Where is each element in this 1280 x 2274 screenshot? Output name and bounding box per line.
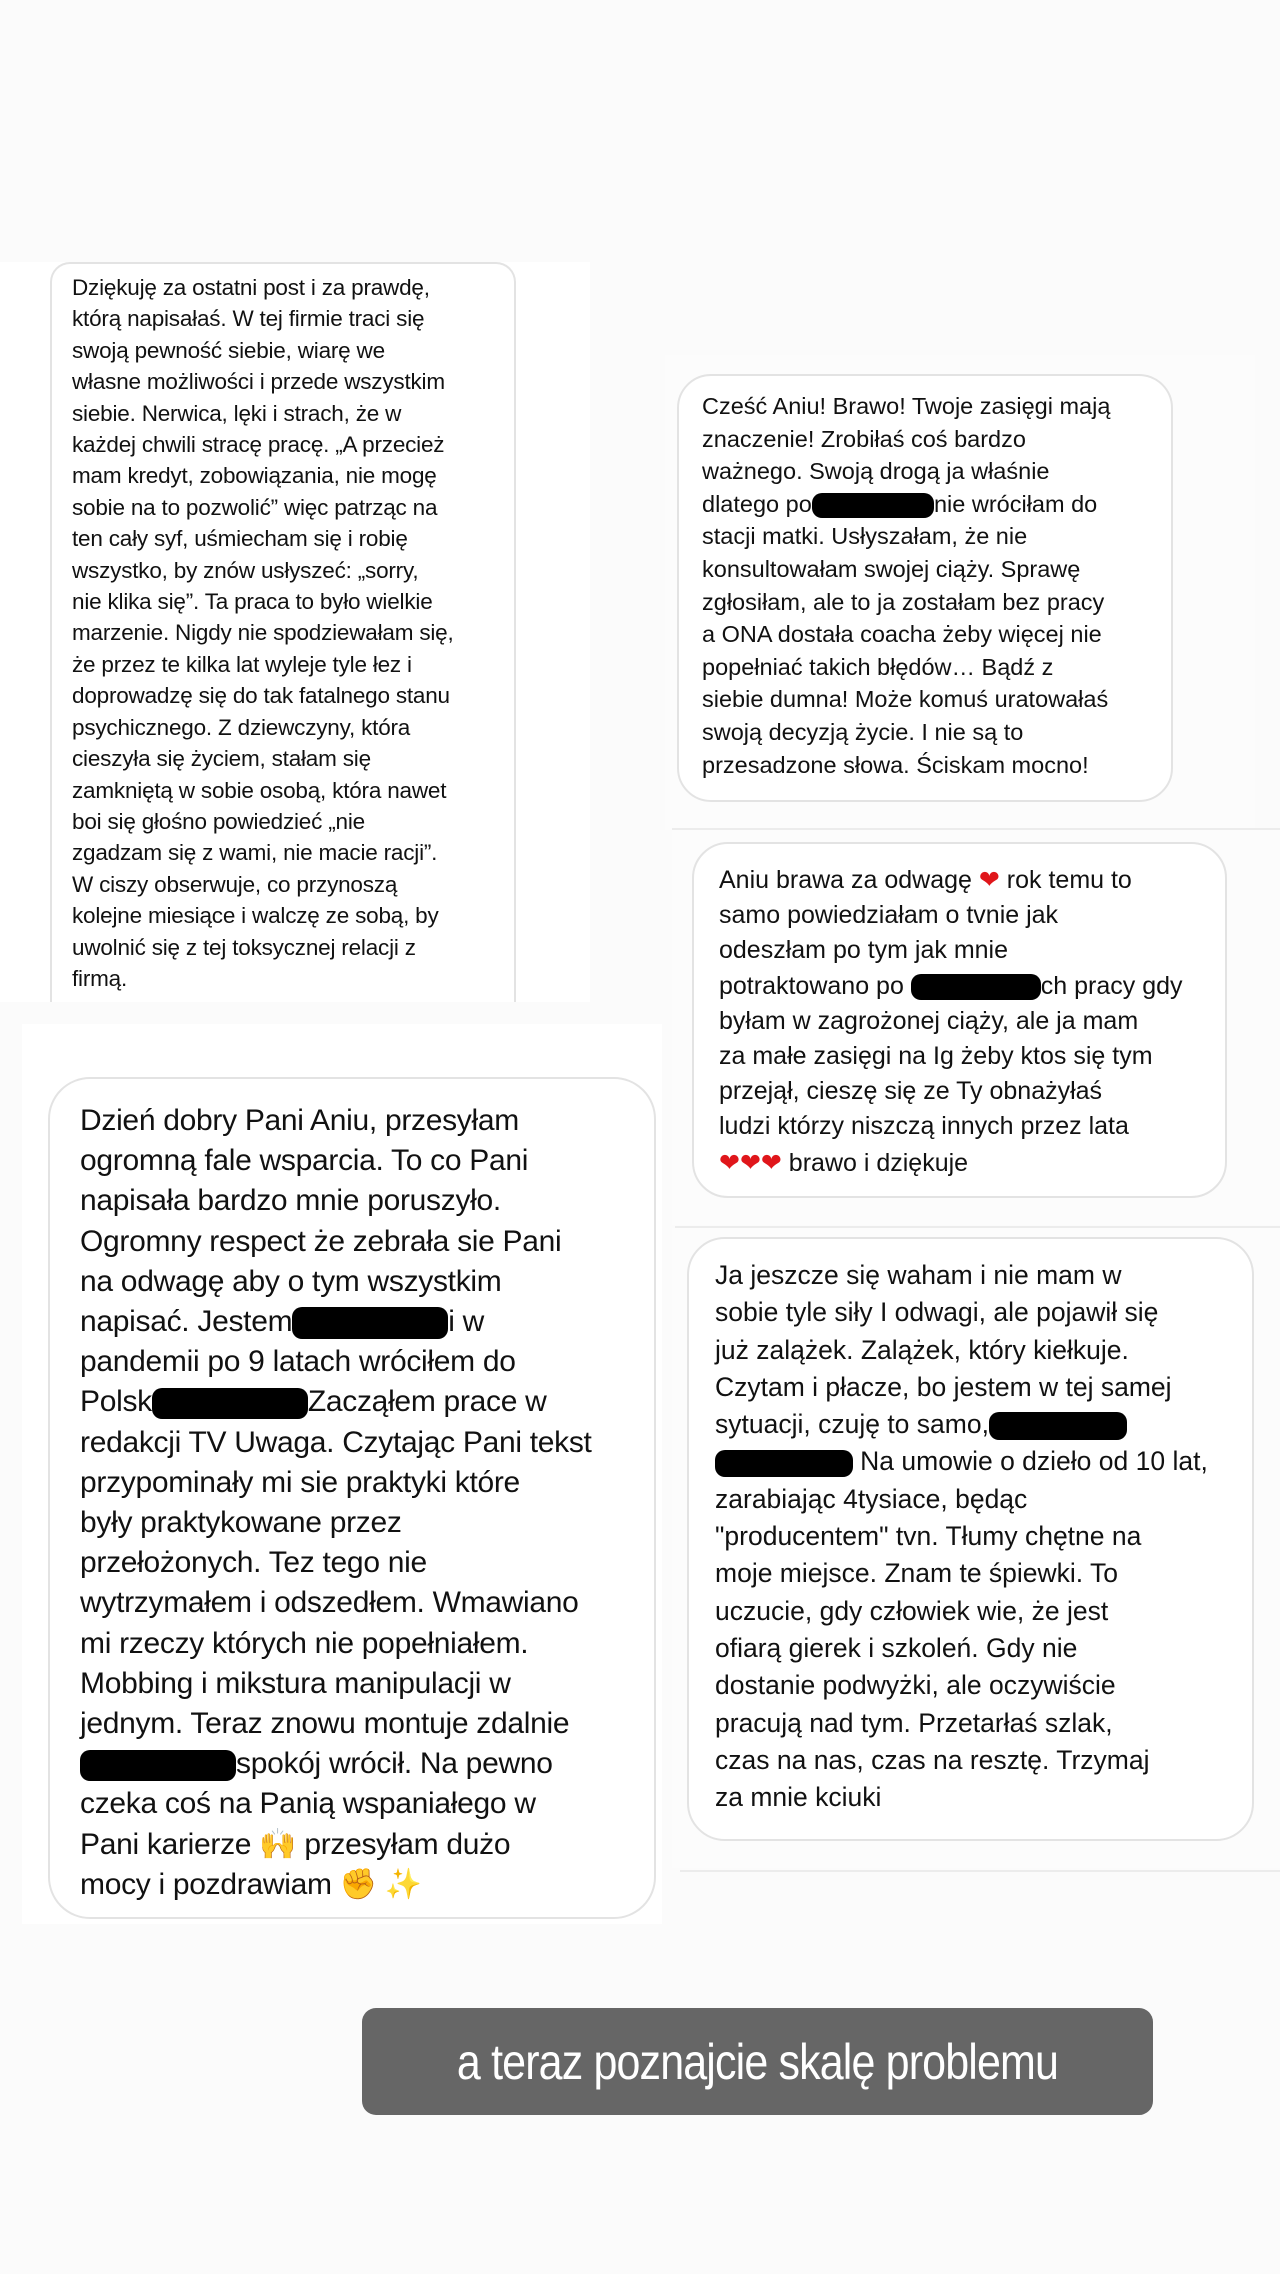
message-line: spokój wrócił. Na pewno (80, 1744, 650, 1784)
message-text (80, 1101, 650, 1905)
message-text (72, 272, 512, 994)
message-line: Mobbing i mikstura manipulacji w (80, 1666, 511, 1700)
message-line: Ja jeszcze się waham i nie mam w (715, 1260, 1122, 1290)
message-line: siebie dumna! Może komuś uratowałaś (702, 686, 1109, 713)
message-line: że przez te kilka lat wyleje tyle łez i (72, 651, 412, 677)
message-line: samo powiedziałam o tvnie jak (719, 901, 1059, 930)
message-line: pracują nad tym. Przetarłaś szlak, (715, 1707, 1113, 1738)
redaction-bar (911, 974, 1041, 1000)
message-line: uczucie, gdy człowiek wie, że jest (715, 1595, 1109, 1626)
message-line: zgadzam się z wami, nie macie racji”. (72, 840, 438, 866)
redaction-bar (292, 1307, 448, 1339)
message-line: psychicznego. Z dziewczyny, która (72, 714, 411, 740)
redaction-bar (715, 1450, 853, 1478)
raising-hands-icon: 🙌 (259, 1826, 297, 1862)
message-line: moje miejsce. Znam te śpiewki. To (715, 1558, 1119, 1589)
message-line: znaczenie! Zrobiłaś coś bardzo (702, 425, 1026, 452)
message-line: mi rzeczy których nie popełniałem. (80, 1626, 529, 1660)
message-line: Dzień dobry Pani Aniu, przesyłam (80, 1104, 519, 1137)
message-line: swoją decyzją życie. I nie są to (702, 718, 1024, 745)
message-line: Ogromny respect że zebrała sie Pani (80, 1224, 562, 1258)
caption-text: a teraz poznajcie skalę problemu (456, 2033, 1059, 2090)
message-bubble-right-middle (692, 842, 1227, 1198)
message-line: zarabiając 4tysiace, będąc (715, 1483, 1028, 1514)
message-line: Na umowie o dzieło od 10 lat, (715, 1443, 1250, 1480)
message-text (715, 1257, 1250, 1816)
message-line: potraktowano po ch pracy gdy (719, 971, 1183, 1000)
message-line: wszystko, by znów usłyszeć: „sorry, (72, 557, 419, 583)
message-line: już zalążek. Zalążek, który kiełkuje. (715, 1334, 1129, 1365)
divider (680, 1870, 1280, 1872)
red-heart-icon: ❤ (719, 1147, 740, 1177)
message-line: wytrzymałem i odszedłem. Wmawiano (80, 1586, 579, 1620)
message-line: napisać. Jestem i w (80, 1305, 485, 1339)
message-line: ❤❤❤ brawo i dziękuje (719, 1147, 969, 1177)
message-line: nie klika się”. Ta praca to było wielkie (72, 589, 433, 615)
message-line: pandemii po 9 latach wróciłem do (80, 1345, 516, 1379)
redaction-bar (989, 1412, 1127, 1440)
message-line: Dziękuję za ostatni post i za prawdę, (72, 275, 430, 300)
redaction-bar (152, 1388, 308, 1420)
message-line: każdej chwili stracę pracę. „A przecież (72, 432, 445, 458)
redaction-bar (812, 493, 934, 518)
message-line: Polsk Zacząłem prace w (80, 1385, 547, 1419)
message-line: były praktykowane przez (80, 1506, 402, 1540)
message-line: dlatego po nie wróciłam do (702, 490, 1098, 517)
message-line: za mnie kciuki (715, 1782, 882, 1813)
message-line: sobie tyle siły I odwagi, ale pojawił się (715, 1297, 1159, 1328)
message-bubble-right-bottom (687, 1237, 1254, 1841)
red-heart-icon: ❤ (978, 865, 1000, 894)
message-line: własne możliwości i przede wszystkim (72, 369, 445, 395)
message-line: przełożonych. Tez tego nie (80, 1546, 427, 1580)
message-line: cieszyła się życiem, stałam się (72, 746, 371, 772)
message-bubble-right-top (677, 374, 1173, 802)
message-line: ten cały syf, uśmiecham się i robię (72, 526, 408, 552)
message-line: ludzi którzy niszczą innych przez lata (719, 1112, 1129, 1141)
message-line: ważnego. Swoją drogą ja właśnie (702, 458, 1050, 485)
message-bubble-left-top (50, 262, 516, 1002)
message-line: czas na nas, czas na resztę. Trzymaj (715, 1744, 1150, 1775)
message-line: przesadzone słowa. Ściskam mocno! (702, 751, 1089, 778)
message-line: siebie. Nerwica, lęki i strach, że w (72, 400, 402, 426)
message-line: firmą. (72, 965, 128, 991)
message-line: W ciszy obserwuje, co przynoszą (72, 871, 398, 897)
message-line: sytuacji, czuję to samo, (715, 1406, 1250, 1443)
message-line: czeka coś na Panią wspaniałego w (80, 1787, 536, 1821)
message-line: marzenie. Nigdy nie spodziewałam się, (72, 620, 454, 646)
message-line: "producentem" tvn. Tłumy chętne na (715, 1521, 1142, 1552)
message-line: boi się głośno powiedzieć „nie (72, 808, 365, 834)
message-line: redakcji TV Uwaga. Czytając Pani tekst (80, 1425, 592, 1459)
message-text (719, 862, 1219, 1181)
message-bubble-left-bottom (48, 1077, 656, 1919)
message-line: przypominały mi sie praktyki które (80, 1465, 520, 1499)
red-heart-icon: ❤ (739, 1147, 761, 1177)
sparkles-icon: ✨ (384, 1866, 422, 1902)
message-line: Aniu brawa za odwagę ❤ rok temu to (719, 865, 1132, 894)
message-line: mam kredyt, zobowiązania, nie mogę (72, 463, 437, 489)
story-caption (362, 2008, 1153, 2115)
message-text (702, 390, 1172, 781)
message-line: przejął, cieszę się ze Ty obnażyłaś (719, 1077, 1103, 1106)
message-line: uwolnić się z tej toksycznej relacji z (72, 934, 416, 960)
message-line: na odwagę aby o tym wszystkim (80, 1264, 502, 1298)
message-line: Cześć Aniu! Brawo! Twoje zasięgi mają (702, 393, 1111, 419)
message-line: jednym. Teraz znowu montuje zdalnie (80, 1707, 570, 1741)
message-line: Pani karierze 🙌 przesyłam dużo (80, 1826, 511, 1862)
message-line: stacji matki. Usłyszałam, że nie (702, 523, 1028, 550)
message-line: którą napisałaś. W tej firmie traci się (72, 306, 425, 332)
message-line: doprowadzę się do tak fatalnego stanu (72, 683, 450, 709)
message-line: za małe zasięgi na Ig żeby ktos się tym (719, 1042, 1153, 1071)
message-line: mocy i pozdrawiam ✊ ✨ (80, 1866, 422, 1902)
message-line: ogromną fale wsparcia. To co Pani (80, 1144, 529, 1178)
message-line: sobie na to pozwolić” więc patrząc na (72, 494, 438, 520)
message-line: odeszłam po tym jak mnie (719, 936, 1009, 965)
message-line: Czytam i płacze, bo jestem w tej samej (715, 1371, 1172, 1402)
message-line: swoją pewność siebie, wiarę we (72, 337, 385, 363)
message-line: kolejne miesiące i walczę ze sobą, by (72, 903, 439, 929)
message-line: konsultowałam swojej ciąży. Sprawę (702, 555, 1081, 582)
raised-fist-icon: ✊ (339, 1866, 377, 1902)
message-line: byłam w zagrożonej ciąży, ale ja mam (719, 1006, 1139, 1035)
red-heart-icon: ❤ (760, 1147, 782, 1177)
message-line: zgłosiłam, ale to ja zostałam bez pracy (702, 588, 1105, 615)
message-line: dostanie podwyżki, ale oczywiście (715, 1670, 1116, 1701)
redaction-bar (80, 1750, 236, 1782)
message-line: ofiarą gierek i szkoleń. Gdy nie (715, 1632, 1078, 1663)
message-line: popełniać takich błędów… Bądź z (702, 653, 1054, 680)
message-line: napisała bardzo mnie poruszyło. (80, 1184, 501, 1218)
message-line: zamkniętą w sobie osobą, która nawet (72, 777, 447, 803)
message-line: a ONA dostała coacha żeby więcej nie (702, 621, 1102, 648)
